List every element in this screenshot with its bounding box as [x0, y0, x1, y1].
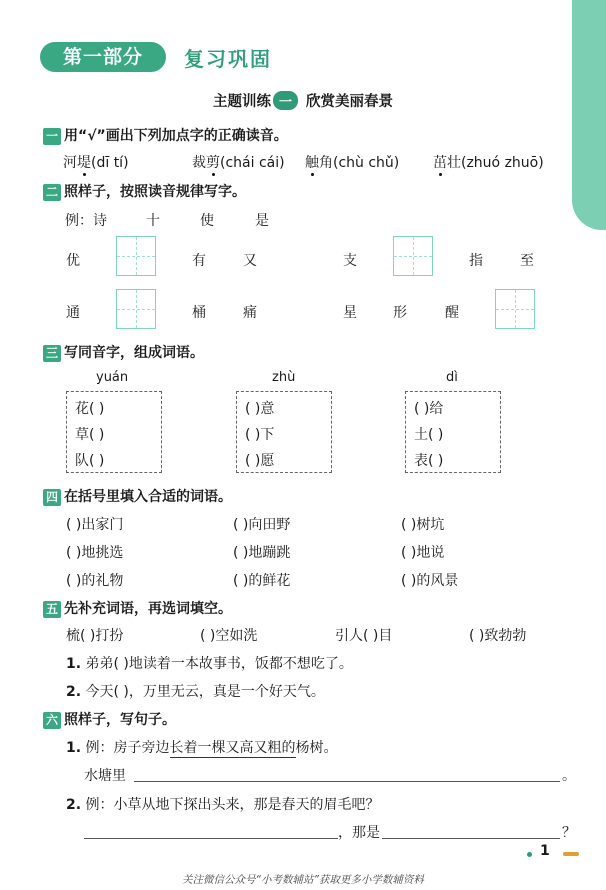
q4-r2-c1[interactable]: ( )地挑选: [66, 545, 124, 561]
q2-row1-answer-box-2[interactable]: [393, 236, 433, 276]
q1-title: 用“√”画出下列加点字的正确读音。: [64, 128, 288, 144]
q1-item-4-dotted: 茁: [433, 155, 447, 171]
q2-heading: [43, 181, 246, 201]
q1-item-2-dotted: 剪: [206, 155, 220, 171]
q6-title: 照样子，写句子。: [64, 712, 176, 728]
q5-sentence-2-text[interactable]: 今天( )，万里无云，真是一个好天气。: [85, 684, 325, 700]
q2-row1-char-2: 有: [192, 253, 206, 269]
q3-heading: [43, 342, 204, 362]
q3-group-3-item-3[interactable]: 表( ): [414, 453, 444, 469]
q3-title: 写同音字，组成词语。: [64, 345, 204, 361]
q6-fill-2-mid: ，那是: [338, 825, 380, 841]
q4-r2-c3[interactable]: ( )地说: [401, 545, 445, 561]
q6-example-1-label: 例：: [85, 740, 114, 756]
q3-number: 三: [43, 345, 61, 362]
q2-row1-char-1: 优: [66, 253, 80, 269]
q5-word-2[interactable]: ( )空如洗: [200, 628, 258, 644]
q2-row1-char-6: 至: [520, 253, 534, 269]
q3-group-2-item-3[interactable]: ( )愿: [245, 453, 275, 469]
q2-row1-char-3: 又: [243, 253, 257, 269]
q3-group-2-box: [236, 391, 332, 473]
q5-word-4[interactable]: ( )致勃勃: [469, 628, 527, 644]
topic-heading: [0, 90, 606, 111]
topic-number-badge: 一: [273, 91, 298, 110]
q4-r3-c3[interactable]: ( )的风景: [401, 573, 459, 589]
q2-row1-answer-box-1[interactable]: [116, 236, 156, 276]
q2-row2-char-4: 星: [343, 305, 357, 321]
q1-item-2-pre: 裁: [192, 155, 206, 171]
q2-row2-char-6: 醒: [445, 305, 459, 321]
q4-heading: [43, 486, 232, 506]
q3-group-1-pinyin: yuán: [96, 370, 129, 385]
q5-sentence-1-num: 1.: [66, 656, 82, 672]
q2-title: 照样子，按照读音规律写字。: [64, 184, 246, 200]
q4-r1-c3[interactable]: ( )树坑: [401, 517, 445, 533]
q3-group-1-item-2[interactable]: 草( ): [75, 427, 105, 443]
q1-item-3: [305, 152, 399, 172]
q3-group-2-pinyin: zhù: [272, 370, 296, 385]
q6-fill-2-line-1[interactable]: [84, 838, 338, 839]
q3-group-1-item-3[interactable]: 队( ): [75, 453, 105, 469]
q2-row2-char-3: 痛: [243, 305, 257, 321]
q2-row1-char-5: 指: [469, 253, 483, 269]
q6-example-2: [66, 794, 380, 814]
q4-title: 在括号里填入合适的词语。: [64, 489, 232, 505]
q6-heading: [43, 709, 176, 729]
topic-prefix: 主题训练: [212, 94, 271, 110]
q1-item-1-dotted: 堤: [77, 155, 91, 171]
q2-row2-answer-box-1[interactable]: [116, 289, 156, 329]
q6-fill-1-prefix: 水塘里: [84, 768, 126, 784]
q6-fill-2-end: ？: [562, 825, 576, 841]
footer-note: 关注微信公众号“小考数辅站”获取更多小学数辅资料: [182, 874, 424, 886]
q4-r1-c1[interactable]: ( )出家门: [66, 517, 124, 533]
page-edge-tab: [572, 0, 606, 230]
q2-row2-char-1: 通: [66, 305, 80, 321]
q2-row1-char-4: 支: [343, 253, 357, 269]
q3-group-1-box: [66, 391, 162, 473]
section-banner: 第一部分: [40, 42, 166, 72]
q1-item-2: [192, 152, 285, 172]
q1-item-2-options[interactable]: (chái cái): [220, 155, 285, 171]
q3-group-3-item-2[interactable]: 土( ): [414, 427, 444, 443]
q4-number: 四: [43, 489, 61, 506]
q5-sentence-2-num: 2.: [66, 684, 82, 700]
q6-example-1-underlined: 长着一棵又高又粗的: [169, 740, 296, 756]
q4-r1-c2[interactable]: ( )向田野: [233, 517, 291, 533]
q1-item-1: [63, 152, 129, 172]
q6-example-2-text: 例：小草从地下探出头来，那是春天的眉毛吧？: [85, 797, 380, 813]
q2-example-char-2: 使: [200, 213, 214, 229]
q1-item-4-options[interactable]: (zhuó zhuō): [461, 155, 544, 171]
q3-group-1-item-1[interactable]: 花( ): [75, 401, 105, 417]
q1-item-1-options[interactable]: (dī tí): [91, 155, 129, 171]
q1-number: 一: [43, 128, 61, 145]
q1-item-4-post: 壮: [447, 155, 461, 171]
q5-sentence-2: [66, 681, 325, 701]
q4-r2-c2[interactable]: ( )地蹦跳: [233, 545, 291, 561]
q6-example-2-num: 2.: [66, 797, 82, 813]
q5-sentence-1-text[interactable]: 弟弟( )地读着一本故事书，饭都不想吃了。: [85, 656, 353, 672]
q2-example-char-3: 是: [255, 213, 269, 229]
q1-item-4: [433, 152, 544, 172]
page-number: 1: [540, 843, 550, 859]
q1-heading: [43, 125, 288, 145]
q2-example-char-1: 十: [146, 213, 160, 229]
q2-row2-char-2: 桶: [192, 305, 206, 321]
q1-item-3-options[interactable]: (chù chǔ): [333, 155, 400, 171]
q5-sentence-1: [66, 653, 353, 673]
q1-item-3-post: 角: [319, 155, 333, 171]
q1-item-1-pre: 河: [63, 155, 77, 171]
q2-row2-char-5: 形: [393, 305, 407, 321]
q6-fill-1-line[interactable]: [134, 781, 560, 782]
q2-row2-answer-box-2[interactable]: [495, 289, 535, 329]
q6-example-1: [66, 737, 338, 757]
q6-example-1-post: 杨树。: [295, 740, 338, 756]
q4-r3-c1[interactable]: ( )的礼物: [66, 573, 124, 589]
q6-fill-2-line-2[interactable]: [382, 838, 560, 839]
q3-group-3-item-1[interactable]: ( )给: [414, 401, 444, 417]
page-number-bar: [563, 852, 579, 856]
q6-number: 六: [43, 712, 61, 729]
q6-example-1-num: 1.: [66, 740, 82, 756]
q1-item-3-dotted: 触: [305, 155, 319, 171]
q6-example-1-pre: 房子旁边: [113, 740, 170, 756]
section-subtitle: 复习巩固: [184, 47, 272, 71]
q4-r3-c2[interactable]: ( )的鲜花: [233, 573, 291, 589]
q6-fill-1-end: 。: [562, 768, 576, 784]
q2-number: 二: [43, 184, 61, 201]
topic-title: 欣赏美丽春景: [306, 94, 393, 110]
q3-group-3-box: [405, 391, 501, 473]
q3-group-2-item-2[interactable]: ( )下: [245, 427, 275, 443]
page-number-dot: [527, 852, 532, 857]
q5-title: 先补充词语，再选词填空。: [64, 601, 232, 617]
q3-group-3-pinyin: dì: [446, 370, 458, 385]
q5-heading: [43, 598, 232, 618]
q2-example-label: 例：诗: [65, 213, 107, 229]
q5-number: 五: [43, 601, 61, 618]
q3-group-2-item-1[interactable]: ( )意: [245, 401, 275, 417]
q5-word-3[interactable]: 引人( )目: [335, 628, 393, 644]
q5-word-1[interactable]: 梳( )打扮: [66, 628, 124, 644]
